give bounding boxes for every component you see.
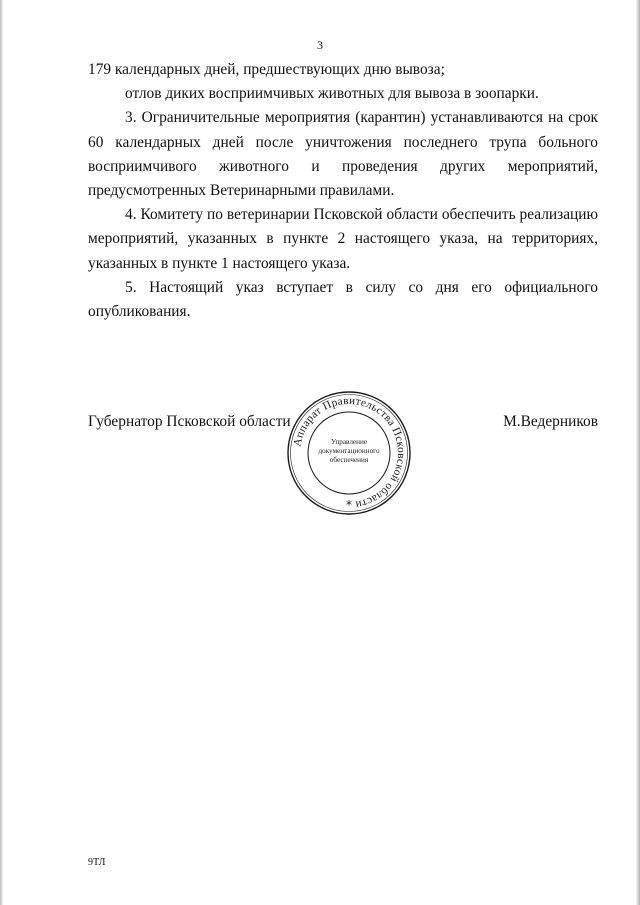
footer-code: 9ТЛ (88, 857, 106, 868)
paragraph-capture-item: отлов диких восприимчивых животных для вывоза в зоопарки. (125, 85, 539, 103)
seal-star-icon: * (346, 498, 352, 512)
scan-edge-left (0, 0, 3, 905)
seal-outer-text: Аппарат Правительства Псковской области (291, 394, 408, 511)
signatory-title: Губернатор Псковской области (88, 413, 291, 430)
seal-inner-line-3: обеспечения (329, 456, 369, 464)
seal-inner-line-1: Управление (330, 438, 368, 446)
paragraph-continuation: 179 календарных дней, предшествующих дню вывоза; (88, 61, 445, 78)
seal-inner-line-2: документационного (318, 447, 380, 455)
paragraph-3-quarantine: 3. Ограничительные мероприятия (карантин) устанавливаются на срок 60 календарных дней после уничтожения последнего трупа больного восприимчивого животного и проведения других мероприятий, предусмотренных Ветеринарными правилами. (88, 109, 598, 200)
official-seal (286, 390, 412, 516)
page-number: 3 (317, 38, 323, 52)
document-body (88, 58, 598, 324)
paragraph-4-committee: 4. Комитету по ветеринарии Псковской области обеспечить реализацию мероприятий, указанных в пункте 2 настоящего указа, на территориях, указанных в пункте 1 настоящего указа. (88, 206, 598, 272)
scan-edge-right (636, 0, 640, 905)
signatory-name: М.Ведерников (503, 413, 598, 430)
paragraph-5-effective-date: 5. Настоящий указ вступает в силу со дня его официального опубликования. (88, 278, 598, 321)
